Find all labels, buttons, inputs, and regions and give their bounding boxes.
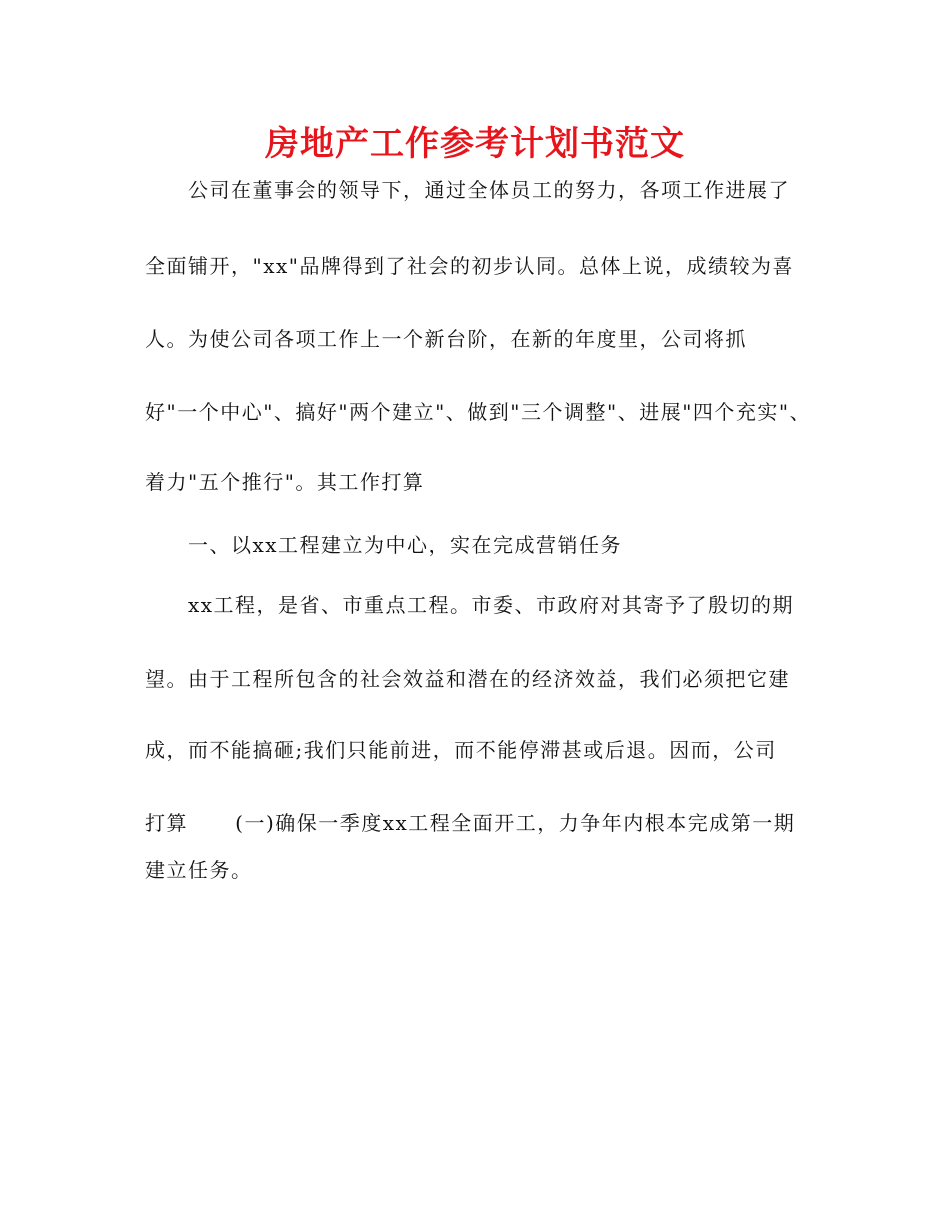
paragraph-2-line-2: 望。由于工程所包含的社会效益和潜在的经济效益，我们必须把它建 (145, 667, 790, 691)
paragraph-1-line-3: 人。为使公司各项工作上一个新台阶，在新的年度里，公司将抓 (145, 327, 747, 351)
paragraph-2-line-1: xx工程，是省、市重点工程。市委、市政府对其寄予了殷切的期 (188, 593, 795, 617)
paragraph-1-line-2: 全面铺开，"xx"品牌得到了社会的初步认同。总体上说，成绩较为喜 (145, 254, 794, 278)
paragraph-2-line-5: 建立任务。 (145, 858, 253, 882)
paragraph-1-line-4: 好"一个中心"、搞好"两个建立"、做到"三个调整"、进展"四个充实"、 (145, 400, 812, 424)
paragraph-2-line-4: 打算 (一)确保一季度xx工程全面开工，力争年内根本完成第一期 (145, 811, 796, 835)
paragraph-2-line-3: 成，而不能搞砸;我们只能前进，而不能停滞甚或后退。因而，公司 (145, 738, 777, 762)
paragraph-1-line-5: 着力"五个推行"。其工作打算 (145, 470, 425, 494)
document-title: 房地产工作参考计划书范文 (265, 124, 685, 164)
paragraph-1-line-1: 公司在董事会的领导下，通过全体员工的努力，各项工作进展了 (188, 178, 790, 202)
section-heading-1: 一、以xx工程建立为中心，实在完成营销任务 (188, 533, 623, 557)
